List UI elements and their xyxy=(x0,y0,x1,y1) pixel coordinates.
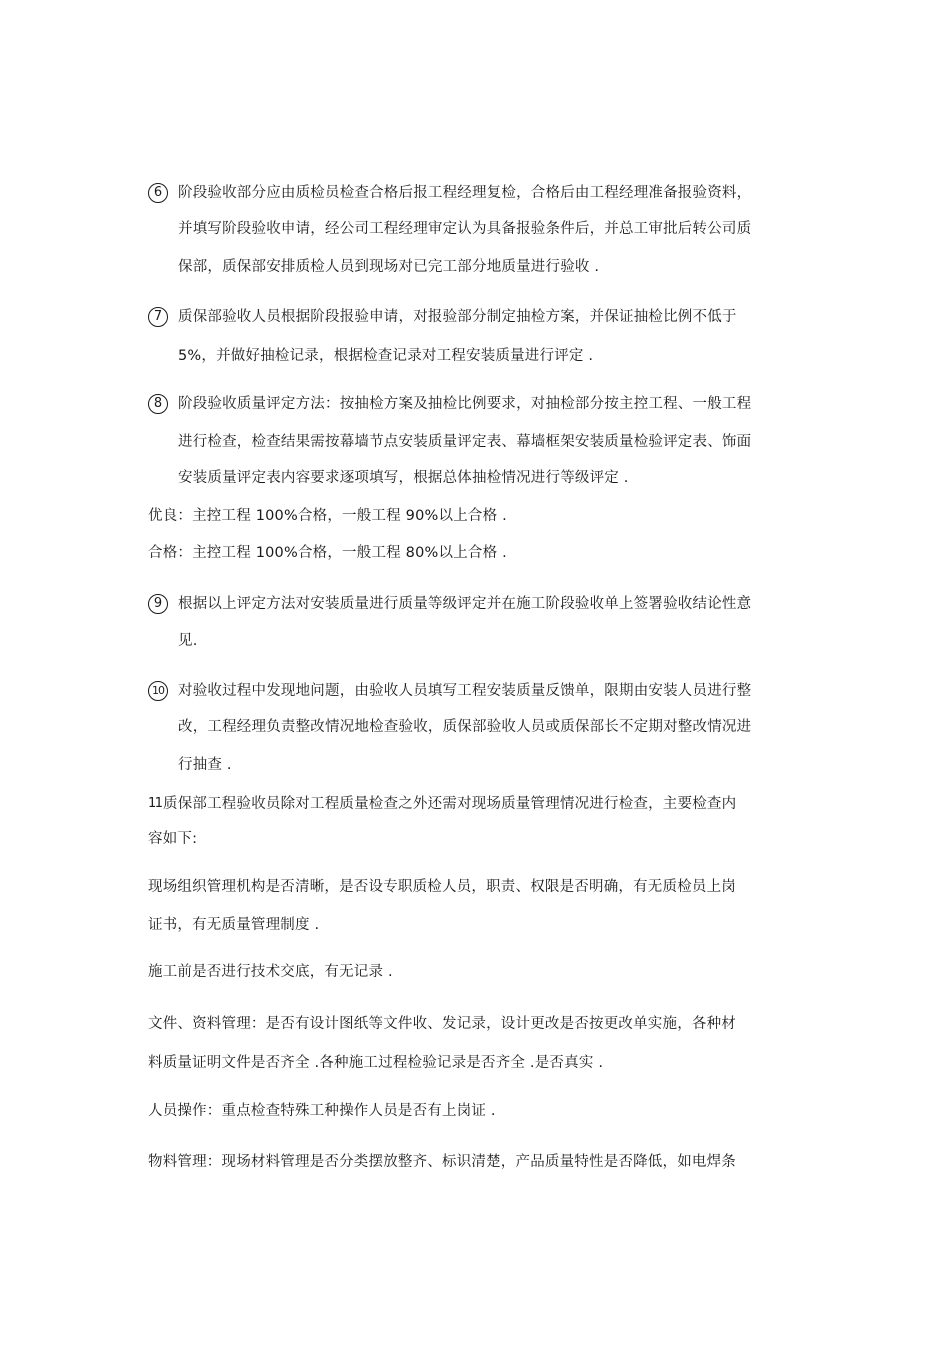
item-10-line-2: 改，工程经理负责整改情况地检查验收，质保部验收人员或质保部长不定期对整改情况进 xyxy=(178,719,752,735)
item-10-line-3: 行抽查 . xyxy=(178,757,232,773)
item-7-line-1: 质保部验收人员根据阶段报验申请，对报验部分制定抽检方案，并保证抽检比例不低于 xyxy=(178,309,737,325)
item-11-number: 11 xyxy=(148,796,162,811)
circled-number-7: 7 xyxy=(148,307,168,327)
item-8-line-1: 阶段验收质量评定方法：按抽检方案及抽检比例要求，对抽检部分按主控工程、一般工程 xyxy=(178,396,752,412)
paragraph-organization-line-1: 现场组织管理机构是否清晰，是否设专职质检人员，职责、权限是否明确，有无质检员上岗 xyxy=(148,879,736,895)
grade-pass: 合格：主控工程 100%合格，一般工程 80%以上合格 . xyxy=(148,545,507,561)
circled-number-6: 6 xyxy=(148,183,168,203)
circled-number-10: 10 xyxy=(148,681,168,701)
item-9-line-2: 见. xyxy=(178,633,198,649)
grade-excellent: 优良：主控工程 100%合格，一般工程 90%以上合格 . xyxy=(148,508,507,524)
paragraph-organization-line-2: 证书，有无质量管理制度 . xyxy=(148,917,320,933)
paragraph-technical-briefing: 施工前是否进行技术交底，有无记录 . xyxy=(148,964,393,980)
circled-number-8: 8 xyxy=(148,394,168,414)
item-6-line-2: 并填写阶段验收申请，经公司工程经理审定认为具备报验条件后，并总工审批后转公司质 xyxy=(178,221,752,237)
item-11-line-1: 质保部工程验收员除对工程质量检查之外还需对现场质量管理情况进行检查，主要检查内 xyxy=(163,796,737,812)
item-11-line-2: 容如下: xyxy=(148,831,198,847)
paragraph-documents-line-2: 料质量证明文件是否齐全 .各种施工过程检验记录是否齐全 .是否真实 . xyxy=(148,1055,604,1071)
item-8-line-2: 进行检查，检查结果需按幕墙节点安装质量评定表、幕墙框架安装质量检验评定表、饰面 xyxy=(178,434,752,450)
item-10-line-1: 对验收过程中发现地问题，由验收人员填写工程安装质量反馈单，限期由安装人员进行整 xyxy=(178,683,752,699)
circled-number-9: 9 xyxy=(148,594,168,614)
paragraph-personnel: 人员操作：重点检查特殊工种操作人员是否有上岗证 . xyxy=(148,1103,496,1119)
paragraph-documents-line-1: 文件、资料管理：是否有设计图纸等文件收、发记录，设计更改是否按更改单实施，各种材 xyxy=(148,1016,736,1032)
item-6-line-1: 阶段验收部分应由质检员检查合格后报工程经理复检，合格后由工程经理准备报验资料， xyxy=(178,185,752,201)
item-6-line-3: 保部，质保部安排质检人员到现场对已完工部分地质量进行验收 . xyxy=(178,259,600,275)
item-9-line-1: 根据以上评定方法对安装质量进行质量等级评定并在施工阶段验收单上签署验收结论性意 xyxy=(178,596,752,612)
item-8-line-3: 安装质量评定表内容要求逐项填写，根据总体抽检情况进行等级评定 . xyxy=(178,470,629,486)
item-7-line-2: 5%，并做好抽检记录，根据检查记录对工程安装质量进行评定 . xyxy=(178,348,594,364)
paragraph-materials: 物料管理：现场材料管理是否分类摆放整齐、标识清楚，产品质量特性是否降低，如电焊条 xyxy=(148,1154,736,1170)
